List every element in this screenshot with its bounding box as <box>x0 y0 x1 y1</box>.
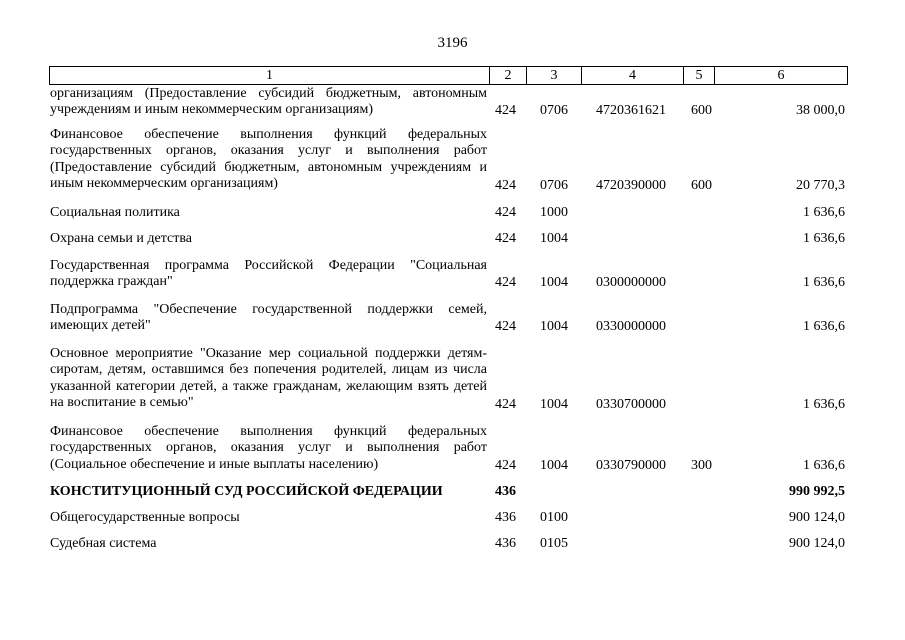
row-description: Судебная система <box>50 536 157 551</box>
header-col-6: 6 <box>777 68 785 83</box>
row-col-2: 424 <box>495 205 516 220</box>
row-col-4: 0330000000 <box>596 319 666 334</box>
row-description: Финансовое обеспечение выполнения функций федеральных государственных органов, оказания услуг и выполнения работ (Социальное обеспечение и иные выплаты населению) <box>50 424 487 472</box>
row-col-4: 4720361621 <box>596 103 666 118</box>
row-col-4: 4720390000 <box>596 178 666 193</box>
row-col-5: 600 <box>691 178 712 193</box>
row-col-6: 1 636,6 <box>803 205 845 220</box>
header-col-3: 3 <box>527 67 582 84</box>
table-row <box>0 510 905 526</box>
row-col-5: 300 <box>691 458 712 473</box>
header-col-4: 4 <box>582 67 684 84</box>
table-row <box>0 424 905 474</box>
row-col-6: 1 636,6 <box>803 319 845 334</box>
row-col-3: 1004 <box>540 231 568 246</box>
table-header <box>49 66 848 85</box>
row-col-3: 1004 <box>540 319 568 334</box>
row-description: Основное мероприятие "Оказание мер социальной поддержки детям-сиротам, детям, оставшимся без попечения родителей, лицам из числа указанной категории детей, а также гражданам, желающим взять детей на воспитание в семью" <box>50 346 487 410</box>
header-col-5: 5 <box>684 67 715 84</box>
table-row <box>0 536 905 552</box>
row-col-2: 424 <box>495 319 516 334</box>
row-col-3: 0706 <box>540 103 568 118</box>
page-number: 3196 <box>437 35 468 51</box>
row-col-2: 436 <box>495 536 516 551</box>
row-col-3: 1000 <box>540 205 568 220</box>
row-col-3: 1004 <box>540 397 568 412</box>
row-col-6: 900 124,0 <box>789 536 845 551</box>
table-row <box>0 86 905 119</box>
row-col-6: 990 992,5 <box>789 484 845 499</box>
header-col-1: 1 <box>50 67 490 84</box>
row-col-3: 0706 <box>540 178 568 193</box>
row-col-3: 1004 <box>540 458 568 473</box>
row-col-2: 424 <box>495 397 516 412</box>
row-col-5: 600 <box>691 103 712 118</box>
table-row <box>0 258 905 291</box>
row-description: Государственная программа Российской Федерации "Социальная поддержка граждан" <box>50 258 487 290</box>
row-col-6: 1 636,6 <box>803 458 845 473</box>
row-description: Охрана семьи и детства <box>50 231 192 246</box>
row-description: Социальная политика <box>50 205 180 220</box>
row-col-3: 1004 <box>540 275 568 290</box>
row-description: Финансовое обеспечение выполнения функций федеральных государственных органов, оказания услуг и выполнения работ (Предоставление субсидий бюджетным, автономным учреждениям и иным некоммерческим организациям) <box>50 127 487 191</box>
row-description: Подпрограмма "Обеспечение государственной поддержки семей, имеющих детей" <box>50 302 487 334</box>
row-col-4: 0330700000 <box>596 397 666 412</box>
table-row <box>0 205 905 221</box>
row-col-3: 0105 <box>540 536 568 551</box>
row-description: Общегосударственные вопросы <box>50 510 240 525</box>
row-col-6: 1 636,6 <box>803 231 845 246</box>
row-col-6: 20 770,3 <box>796 178 845 193</box>
row-col-2: 424 <box>495 231 516 246</box>
row-col-2: 424 <box>495 103 516 118</box>
row-col-6: 1 636,6 <box>803 397 845 412</box>
row-col-2: 424 <box>495 178 516 193</box>
row-col-2: 424 <box>495 458 516 473</box>
table-row <box>0 127 905 194</box>
row-col-2: 424 <box>495 275 516 290</box>
row-col-2: 436 <box>495 484 516 499</box>
table-row <box>0 302 905 335</box>
row-col-2: 436 <box>495 510 516 525</box>
table-row <box>0 346 905 413</box>
row-col-4: 0330790000 <box>596 458 666 473</box>
header-col-2: 2 <box>490 67 527 84</box>
row-description: КОНСТИТУЦИОННЫЙ СУД РОССИЙСКОЙ ФЕДЕРАЦИИ <box>50 484 443 499</box>
row-col-6: 38 000,0 <box>796 103 845 118</box>
row-col-6: 1 636,6 <box>803 275 845 290</box>
row-col-4: 0300000000 <box>596 275 666 290</box>
section-header-row <box>0 484 905 500</box>
row-col-3: 0100 <box>540 510 568 525</box>
row-col-6: 900 124,0 <box>789 510 845 525</box>
table-row <box>0 231 905 247</box>
row-description: организациям (Предоставление субсидий бюджетным, автономным учреждениям и иным некоммерческим организациям) <box>50 86 487 118</box>
